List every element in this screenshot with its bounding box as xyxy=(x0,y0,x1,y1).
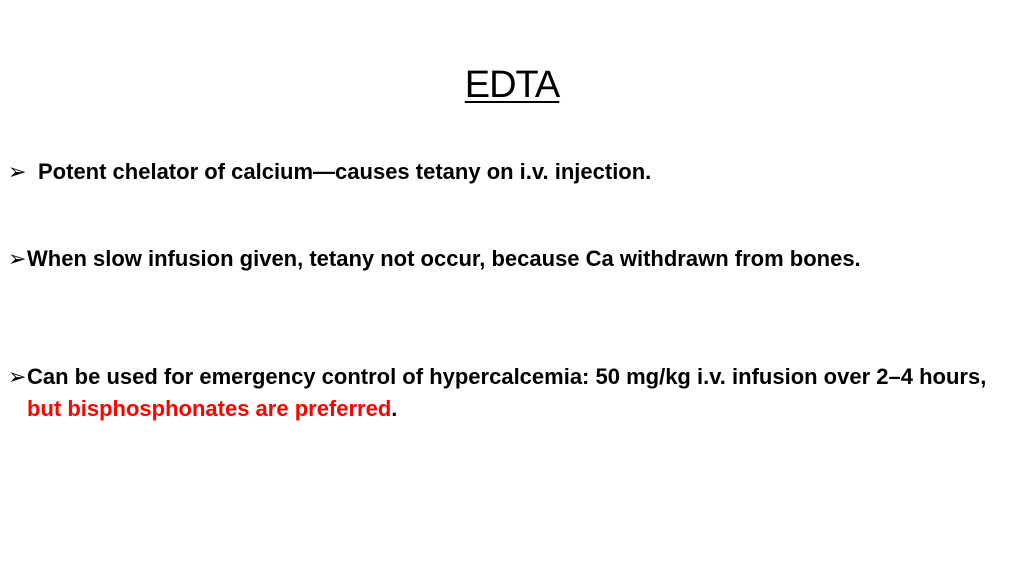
slide-title xyxy=(0,62,1024,108)
bullet-text: Can be used for emergency control of hypercalcemia: 50 mg/kg i.v. infusion over 2–4 hours, xyxy=(27,364,987,389)
bullet-highlight-text: but bisphosphonates are preferred xyxy=(27,396,392,421)
bullet-item xyxy=(8,156,998,188)
arrow-bullet-icon: ➢ xyxy=(8,246,27,271)
bullet-text: When slow infusion given, tetany not occur, because Ca withdrawn from bones. xyxy=(27,246,861,271)
bullet-trailing-text: . xyxy=(391,396,398,421)
slide-title-text: EDTA xyxy=(464,64,560,106)
arrow-bullet-icon: ➢ xyxy=(8,159,27,184)
bullet-text: Potent chelator of calcium—causes tetany on i.v. injection. xyxy=(38,159,652,184)
bullet-item xyxy=(8,361,998,425)
bullet-item xyxy=(8,243,998,275)
arrow-bullet-icon: ➢ xyxy=(8,364,27,389)
